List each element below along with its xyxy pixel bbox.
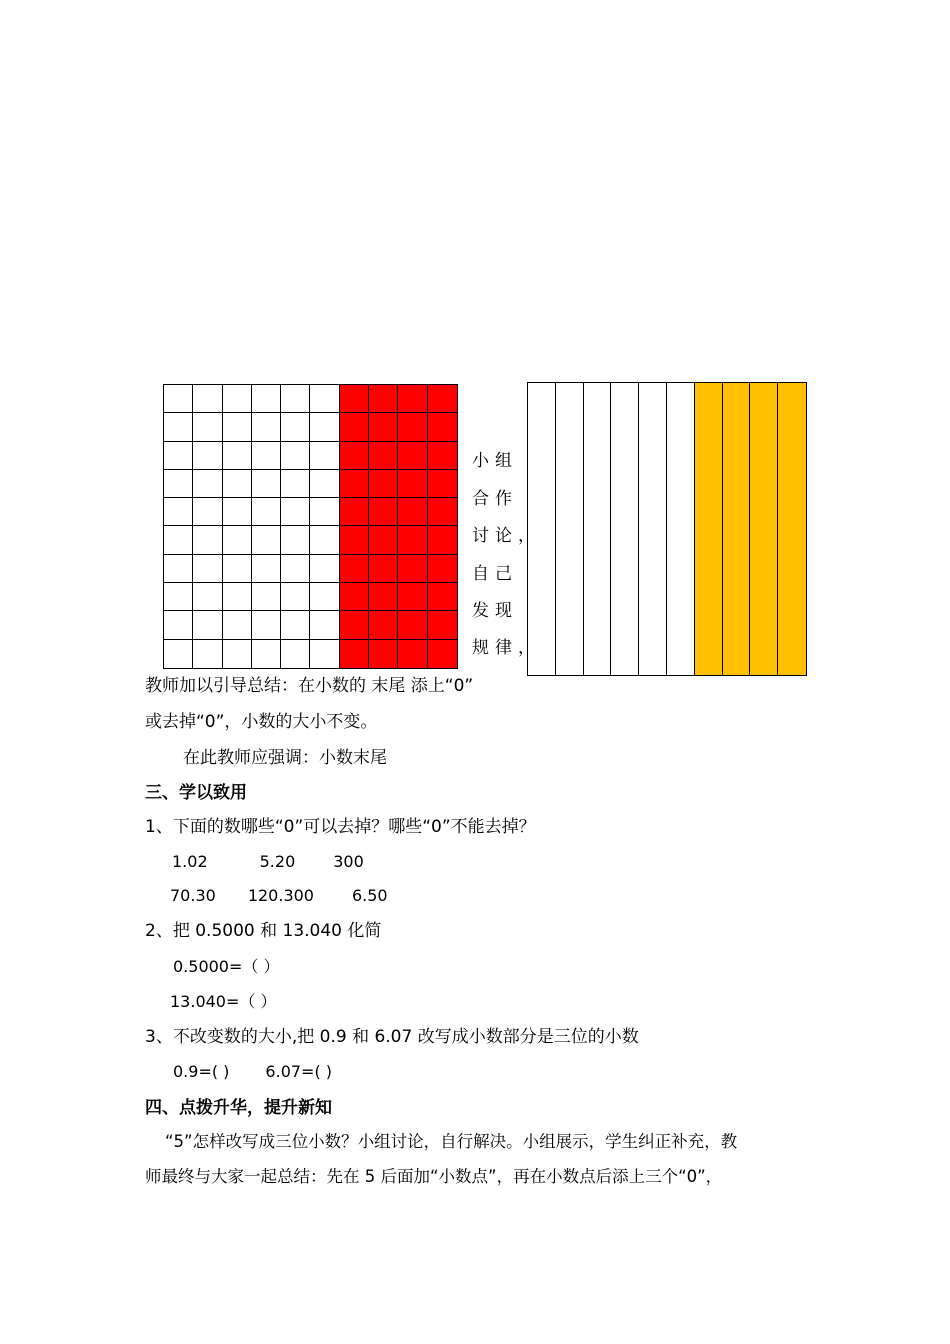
grid-cell	[340, 640, 369, 668]
grid-cell	[398, 470, 427, 498]
grid-cell	[340, 442, 369, 470]
grid-cell	[193, 611, 222, 639]
grid-cell	[193, 526, 222, 554]
grid-cell	[281, 442, 310, 470]
side-text-line: 讨论，	[472, 526, 541, 546]
grid-cell	[252, 413, 281, 441]
tenth-strip	[584, 383, 612, 675]
grid-cell	[223, 442, 252, 470]
summary-line-2: 或去掉“0”，小数的大小不变。	[145, 712, 378, 732]
grid-cell	[310, 640, 339, 668]
para4-line-1: “5”怎样改写成三位小数？小组讨论，自行解决。小组展示，学生纠正补充，教	[165, 1132, 738, 1151]
summary-line-1: 教师加以引导总结：在小数的 末尾 添上“0”	[145, 676, 474, 696]
q1-row-2	[170, 884, 388, 908]
grid-cell	[369, 470, 398, 498]
grid-cell	[164, 611, 193, 639]
grid-cell	[252, 640, 281, 668]
grid-cell	[340, 470, 369, 498]
grid-cell	[164, 498, 193, 526]
emphasis-paragraph: 在此教师应强调：小数末尾	[183, 748, 387, 768]
grid-cell	[340, 583, 369, 611]
grid-cell	[164, 526, 193, 554]
grid-cell	[281, 526, 310, 554]
grid-cell	[428, 498, 457, 526]
q1-number: 6.50	[351, 886, 388, 905]
grid-cell	[310, 526, 339, 554]
grid-cell	[369, 385, 398, 413]
grid-cell	[281, 611, 310, 639]
grid-cell	[428, 555, 457, 583]
grid-cell	[281, 413, 310, 441]
grid-cell	[310, 583, 339, 611]
side-text-line: 小组	[472, 451, 518, 471]
q3-answer-2: 6.07=( )	[265, 1062, 333, 1081]
q3-answers	[173, 1060, 332, 1084]
grid-cell	[398, 413, 427, 441]
grid-cell	[340, 526, 369, 554]
grid-cell	[164, 640, 193, 668]
tenth-strip	[723, 383, 751, 675]
grid-cell	[428, 611, 457, 639]
grid-cell	[164, 583, 193, 611]
grid-cell	[252, 498, 281, 526]
grid-cell	[310, 498, 339, 526]
q2-answer-1: 0.5000=（ ）	[173, 957, 280, 976]
grid-cell	[281, 498, 310, 526]
grid-cell	[398, 526, 427, 554]
grid-cell	[428, 583, 457, 611]
tenth-strip	[556, 383, 584, 675]
grid-cell	[252, 611, 281, 639]
tenth-strip	[611, 383, 639, 675]
grid-cell	[428, 442, 457, 470]
q1-number: 300	[333, 852, 364, 871]
grid-cell	[164, 385, 193, 413]
grid-cell	[428, 413, 457, 441]
q1-number: 70.30	[170, 886, 216, 905]
grid-cell	[340, 498, 369, 526]
grid-cell	[310, 470, 339, 498]
grid-cell	[398, 640, 427, 668]
grid-cell	[281, 385, 310, 413]
q3-answer-1: 0.9=( )	[173, 1062, 230, 1081]
side-text-line: 自己	[472, 564, 518, 584]
grid-cell	[398, 583, 427, 611]
grid-cell	[310, 611, 339, 639]
q1-number: 120.300	[247, 886, 314, 905]
grid-cell	[223, 640, 252, 668]
grid-cell	[223, 470, 252, 498]
side-text-line: 合作	[472, 489, 518, 509]
grid-cell	[369, 583, 398, 611]
grid-cell	[252, 555, 281, 583]
grid-cell	[281, 555, 310, 583]
tenths-strips	[527, 382, 807, 676]
tenth-strip	[750, 383, 778, 675]
grid-cell	[398, 442, 427, 470]
grid-cell	[223, 555, 252, 583]
question-3: 3、不改变数的大小,把 0.9 和 6.07 改写成小数部分是三位的小数	[145, 1027, 639, 1047]
grid-cell	[310, 442, 339, 470]
grid-cell	[193, 583, 222, 611]
tenth-strip	[695, 383, 723, 675]
side-text-line: 规律，	[472, 638, 541, 658]
grid-cell	[223, 583, 252, 611]
grid-cell	[223, 413, 252, 441]
tenth-strip	[778, 383, 806, 675]
grid-cell	[193, 498, 222, 526]
grid-cell	[223, 611, 252, 639]
grid-cell	[164, 555, 193, 583]
tenth-strip	[667, 383, 695, 675]
q2-answer-2: 13.040=（ ）	[170, 992, 277, 1011]
grid-cell	[281, 470, 310, 498]
grid-cell	[164, 442, 193, 470]
grid-cell	[310, 555, 339, 583]
grid-cell	[428, 526, 457, 554]
grid-cell	[281, 583, 310, 611]
section-3-heading: 三、学以致用	[145, 783, 247, 803]
grid-cell	[398, 385, 427, 413]
side-text-line: 发现	[472, 601, 518, 621]
q1-number: 5.20	[259, 852, 296, 871]
grid-cell	[164, 470, 193, 498]
para4-line-2: 师最终与大家一起总结：先在 5 后面加“小数点”，再在小数点后添上三个“0”，	[145, 1167, 723, 1186]
grid-cell	[223, 498, 252, 526]
grid-cell	[310, 385, 339, 413]
grid-cell	[193, 555, 222, 583]
grid-cell	[223, 385, 252, 413]
grid-cell	[369, 442, 398, 470]
grid-cell	[340, 413, 369, 441]
grid-cell	[252, 442, 281, 470]
grid-cell	[252, 526, 281, 554]
grid-cell	[428, 640, 457, 668]
grid-cell	[369, 555, 398, 583]
tenth-strip	[639, 383, 667, 675]
grid-cell	[310, 413, 339, 441]
grid-cell	[340, 611, 369, 639]
grid-cell	[340, 555, 369, 583]
grid-cell	[252, 470, 281, 498]
grid-cell	[369, 526, 398, 554]
grid-cell	[193, 470, 222, 498]
grid-cell	[369, 640, 398, 668]
grid-cell	[340, 385, 369, 413]
grid-cell	[369, 611, 398, 639]
q1-number: 1.02	[172, 852, 208, 871]
section-4-heading: 四、点拨升华，提升新知	[145, 1098, 332, 1118]
grid-cell	[193, 385, 222, 413]
grid-cell	[428, 470, 457, 498]
grid-cell	[252, 583, 281, 611]
grid-cell	[428, 385, 457, 413]
grid-cell	[369, 498, 398, 526]
grid-cell	[193, 640, 222, 668]
grid-cell	[281, 640, 310, 668]
question-1: 1、下面的数哪些“0”可以去掉？哪些“0”不能去掉？	[145, 817, 536, 837]
grid-cell	[193, 442, 222, 470]
question-2: 2、把 0.5000 和 13.040 化简	[145, 921, 382, 941]
grid-cell	[398, 498, 427, 526]
grid-cell	[398, 555, 427, 583]
grid-cell	[369, 413, 398, 441]
grid-cell	[252, 385, 281, 413]
grid-cell	[193, 413, 222, 441]
hundredths-grid	[163, 384, 458, 669]
q1-row-1	[172, 850, 364, 874]
grid-cell	[398, 611, 427, 639]
grid-cell	[164, 413, 193, 441]
grid-cell	[223, 526, 252, 554]
